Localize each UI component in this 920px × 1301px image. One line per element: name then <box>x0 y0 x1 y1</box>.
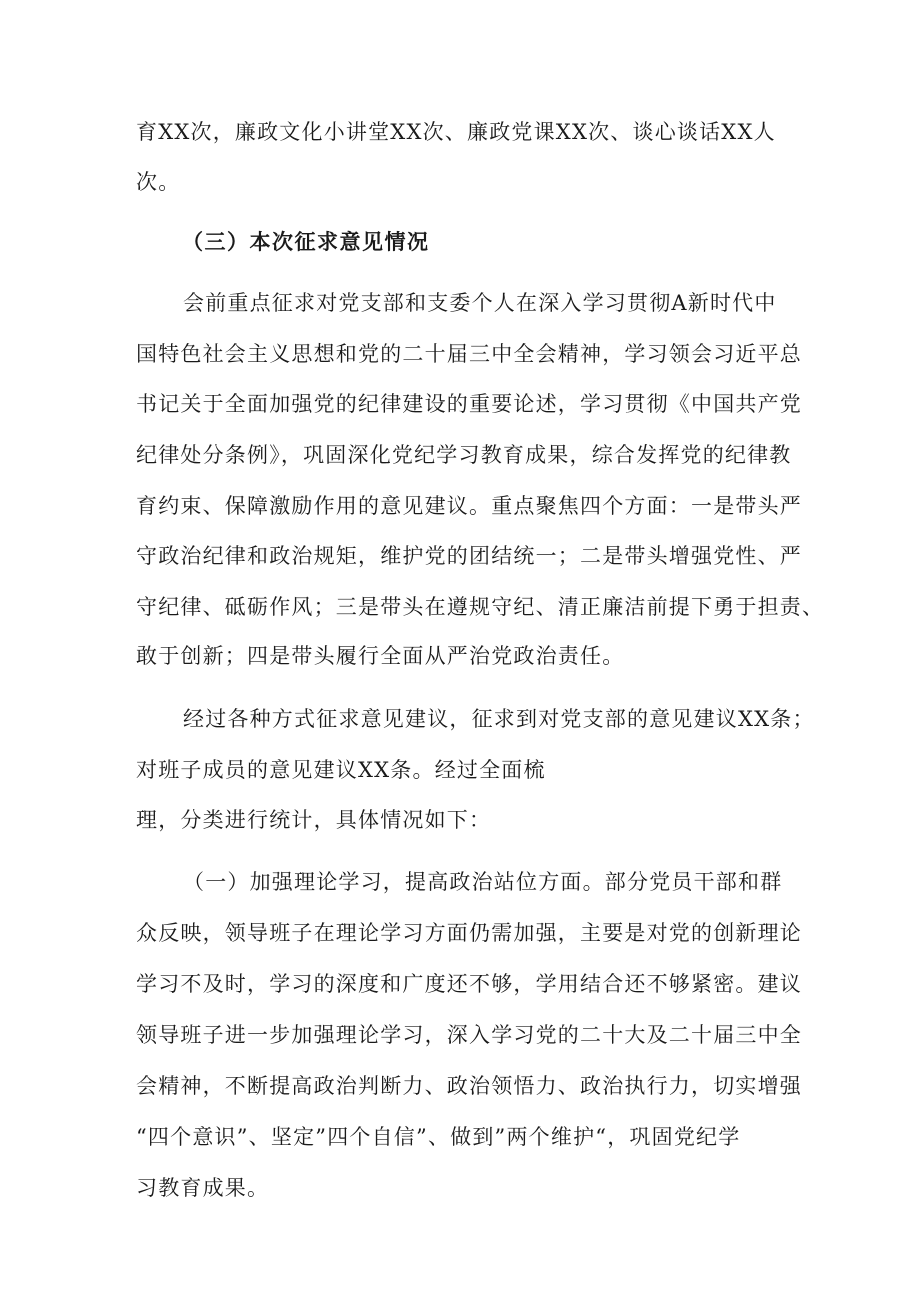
text-line: 经过各种方式征求意见建议，征求到对党支部的意见建议XX条； <box>183 707 815 731</box>
text-line: 对班子成员的意见建议XX条。经过全面梳 <box>136 758 546 782</box>
text-line: 领导班子进一步加强理论学习，深入学习党的二十大及二十届三中全 <box>136 1023 802 1047</box>
text-line: 国特色社会主义思想和党的二十届三中全会精神，学习领会习近平总 <box>136 342 802 366</box>
text-line: 守政治纪律和政治规矩，维护党的团结统一；二是带头增强党性、严 <box>136 544 802 568</box>
text-line: 育约束、保障激励作用的意见建议。重点聚焦四个方面：一是带头严 <box>136 494 802 518</box>
section-heading: （三）本次征求意见情况 <box>182 230 430 254</box>
text-line: 育XX次，廉政文化小讲堂XX次、廉政党课XX次、谈心谈话XX人 <box>136 120 776 144</box>
text-line: 敢于创新；四是带头履行全面从严治党政治责任。 <box>136 644 625 668</box>
text-line: 习教育成果。 <box>136 1176 270 1200</box>
text-line: （一）加强理论学习，提高政治站位方面。部分党员干部和群 <box>183 870 783 894</box>
text-line: 理，分类进行统计，具体情况如下： <box>136 808 492 832</box>
text-line: 次。 <box>136 170 181 194</box>
text-line: 众反映，领导班子在理论学习方面仍需加强，主要是对党的创新理论 <box>136 921 802 945</box>
text-line: “四个意识”、坚定”四个自信”、做到”两个维护“，巩固党纪学 <box>136 1125 741 1149</box>
text-line: 书记关于全面加强党的纪律建设的重要论述，学习贯彻《中国共产党 <box>136 392 802 416</box>
text-line: 学习不及时，学习的深度和广度还不够，学用结合还不够紧密。建议 <box>136 972 802 996</box>
text-line: 纪律处分条例》，巩固深化党纪学习教育成果，综合发挥党的纪律教 <box>136 443 792 467</box>
text-line: 守纪律、砥砺作风；三是带头在遵规守纪、清正廉洁前提下勇于担责、 <box>136 595 825 619</box>
text-line: 会精神，不断提高政治判断力、政治领悟力、政治执行力，切实增强 <box>136 1074 802 1098</box>
text-line: 会前重点征求对党支部和支委个人在深入学习贯彻A新时代中 <box>183 291 777 315</box>
